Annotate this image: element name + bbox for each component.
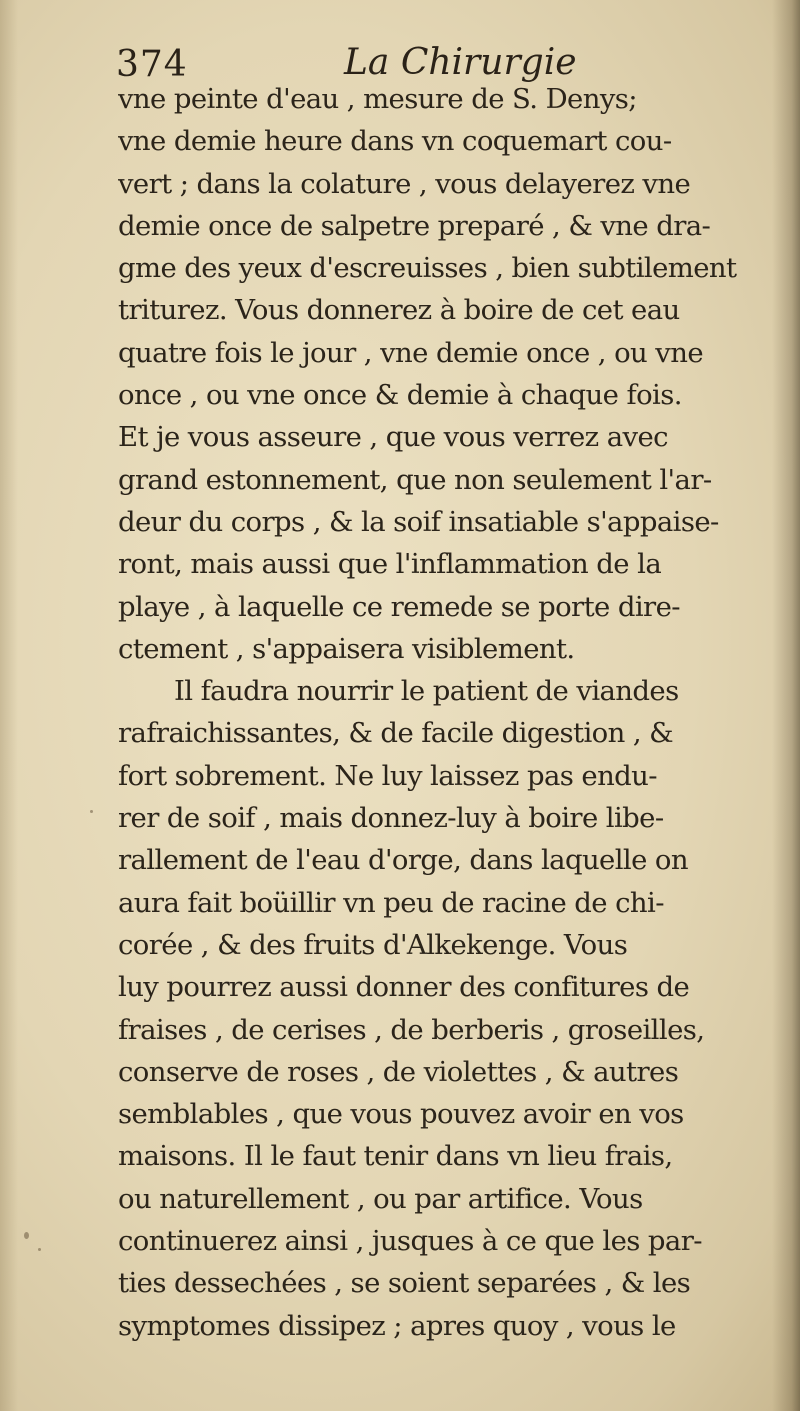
text-line: ou naturellement , ou par artifice. Vous xyxy=(118,1182,643,1215)
text-line: maisons. Il le faut tenir dans vn lieu frais, xyxy=(118,1140,673,1173)
text-line: vne demie heure dans vn coquemart cou- xyxy=(118,125,672,158)
text-line: demie once de salpetre preparé , & vne dra- xyxy=(118,209,711,242)
page-left-edge-shading xyxy=(0,0,18,1411)
text-line: triturez. Vous donnerez à boire de cet eau xyxy=(118,294,680,327)
text-line: quatre fois le jour , vne demie once , ou vne xyxy=(118,336,704,369)
text-line: vert ; dans la colature , vous delayerez vne xyxy=(118,167,691,200)
text-line: continuerez ainsi , jusques à ce que les par- xyxy=(118,1225,702,1258)
text-line: gme des yeux d'escreuisses , bien subtilement xyxy=(118,252,737,285)
text-line: vne peinte d'eau , mesure de S. Denys; xyxy=(118,83,637,115)
text-line: deur du corps , & la soif insatiable s'appaise- xyxy=(118,505,719,538)
text-line: conserve de roses , de violettes , & autres xyxy=(118,1055,679,1088)
paper-speck xyxy=(90,810,93,813)
paper-speck xyxy=(24,1232,29,1239)
text-line: rer de soif , mais donnez-luy à boire libe- xyxy=(118,802,664,835)
text-line: ctement , s'appaisera visiblement. xyxy=(118,632,575,665)
body-text xyxy=(118,78,768,1347)
text-line: ront, mais aussi que l'inflammation de la xyxy=(118,548,662,581)
page-number: 374 xyxy=(116,44,188,85)
text-line: Et je vous asseure , que vous verrez avec xyxy=(118,421,668,454)
text-line: corée , & des fruits d'Alkekenge. Vous xyxy=(118,928,628,961)
text-line: grand estonnement, que non seulement l'ar- xyxy=(118,463,712,496)
running-title: La Chirurgie xyxy=(344,42,577,83)
text-line: luy pourrez aussi donner des confitures de xyxy=(118,971,690,1004)
text-line-paragraph-start: Il faudra nourrir le patient de viandes xyxy=(174,675,679,708)
text-line: ties dessechées , se soient separées , & les xyxy=(118,1267,691,1300)
text-line: fraises , de cerises , de berberis , groseilles, xyxy=(118,1013,705,1046)
text-line: rallement de l'eau d'orge, dans laquelle on xyxy=(118,844,689,877)
text-line: semblables , que vous pouvez avoir en vos xyxy=(118,1098,684,1131)
text-line: aura fait boüillir vn peu de racine de chi- xyxy=(118,886,664,919)
text-line: playe , à laquelle ce remede se porte dire- xyxy=(118,590,680,623)
text-line: symptomes dissipez ; apres quoy , vous le xyxy=(118,1309,676,1342)
page-gutter-shadow xyxy=(772,0,800,1411)
text-line: rafraichissantes, & de facile digestion , & xyxy=(118,717,674,750)
text-line: once , ou vne once & demie à chaque fois. xyxy=(118,379,682,412)
paper-speck xyxy=(38,1248,41,1251)
text-line: fort sobrement. Ne luy laissez pas endu- xyxy=(118,759,657,792)
